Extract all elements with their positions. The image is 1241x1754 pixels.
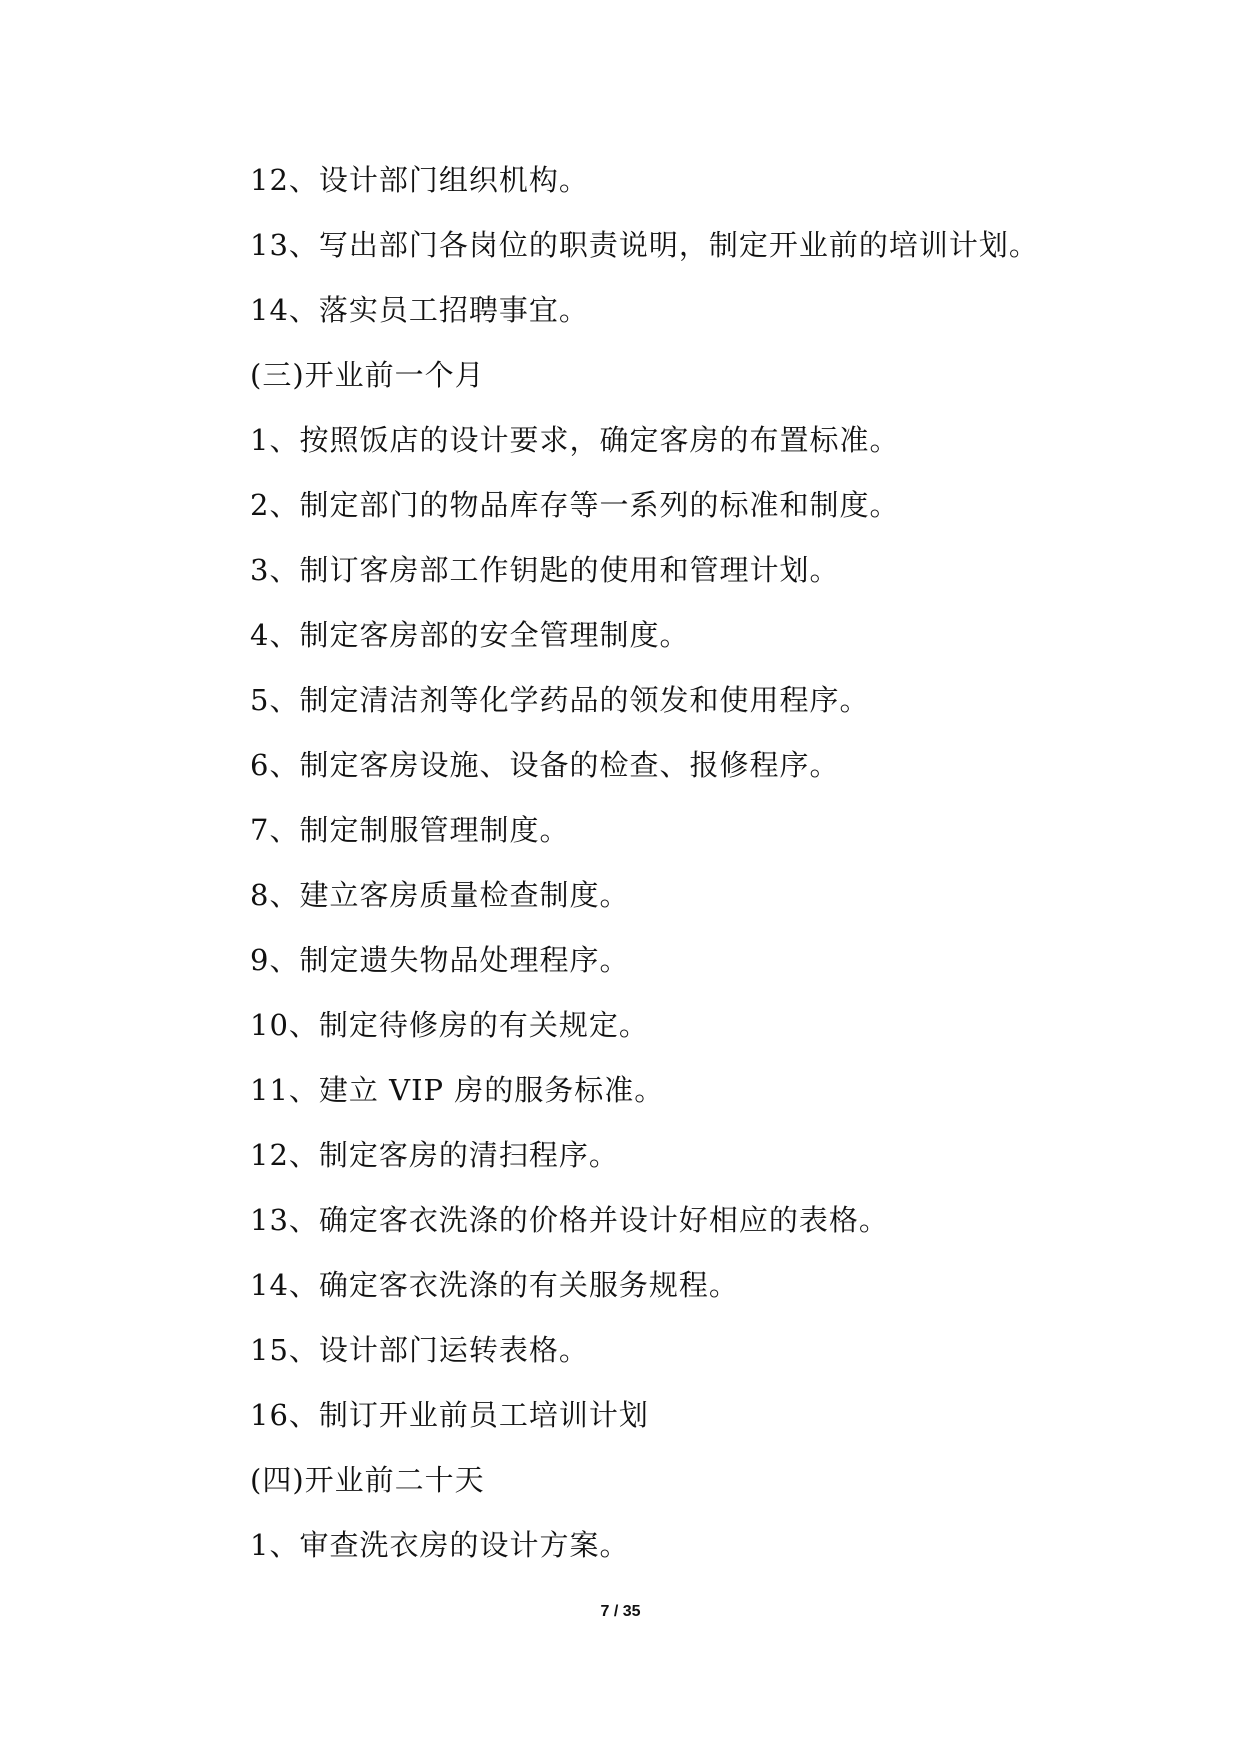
text-line: 14、落实员工招聘事宜。 — [250, 293, 589, 327]
text-line: 12、设计部门组织机构。 — [250, 163, 589, 197]
section-heading: (三)开业前一个月 — [250, 358, 485, 392]
text-line: 7、制定制服管理制度。 — [250, 813, 570, 847]
text-line: 13、确定客衣洗涤的价格并设计好相应的表格。 — [250, 1203, 889, 1237]
text-line: 16、制订开业前员工培训计划 — [250, 1398, 649, 1432]
text-line: 12、制定客房的清扫程序。 — [250, 1138, 619, 1172]
text-line: 1、按照饭店的设计要求，确定客房的布置标准。 — [250, 423, 900, 457]
text-line: 15、设计部门运转表格。 — [250, 1333, 589, 1367]
text-line: 4、制定客房部的安全管理制度。 — [250, 618, 690, 652]
text-line: 2、制定部门的物品库存等一系列的标准和制度。 — [250, 488, 900, 522]
text-line: 13、写出部门各岗位的职责说明，制定开业前的培训计划。 — [250, 228, 1039, 262]
page-number: 7 / 35 — [600, 1603, 641, 1620]
section-heading: (四)开业前二十天 — [250, 1463, 485, 1497]
text-line: 9、制定遗失物品处理程序。 — [250, 943, 630, 977]
text-line: 5、制定清洁剂等化学药品的领发和使用程序。 — [250, 683, 870, 717]
text-line: 3、制订客房部工作钥匙的使用和管理计划。 — [250, 553, 840, 587]
text-line: 11、建立 VIP 房的服务标准。 — [250, 1073, 665, 1107]
text-line: 1、审查洗衣房的设计方案。 — [250, 1528, 630, 1562]
document-body — [250, 155, 1150, 1585]
text-line: 10、制定待修房的有关规定。 — [250, 1008, 649, 1042]
text-line: 14、确定客衣洗涤的有关服务规程。 — [250, 1268, 739, 1302]
text-line: 8、建立客房质量检查制度。 — [250, 878, 630, 912]
text-line: 6、制定客房设施、设备的检查、报修程序。 — [250, 748, 840, 782]
